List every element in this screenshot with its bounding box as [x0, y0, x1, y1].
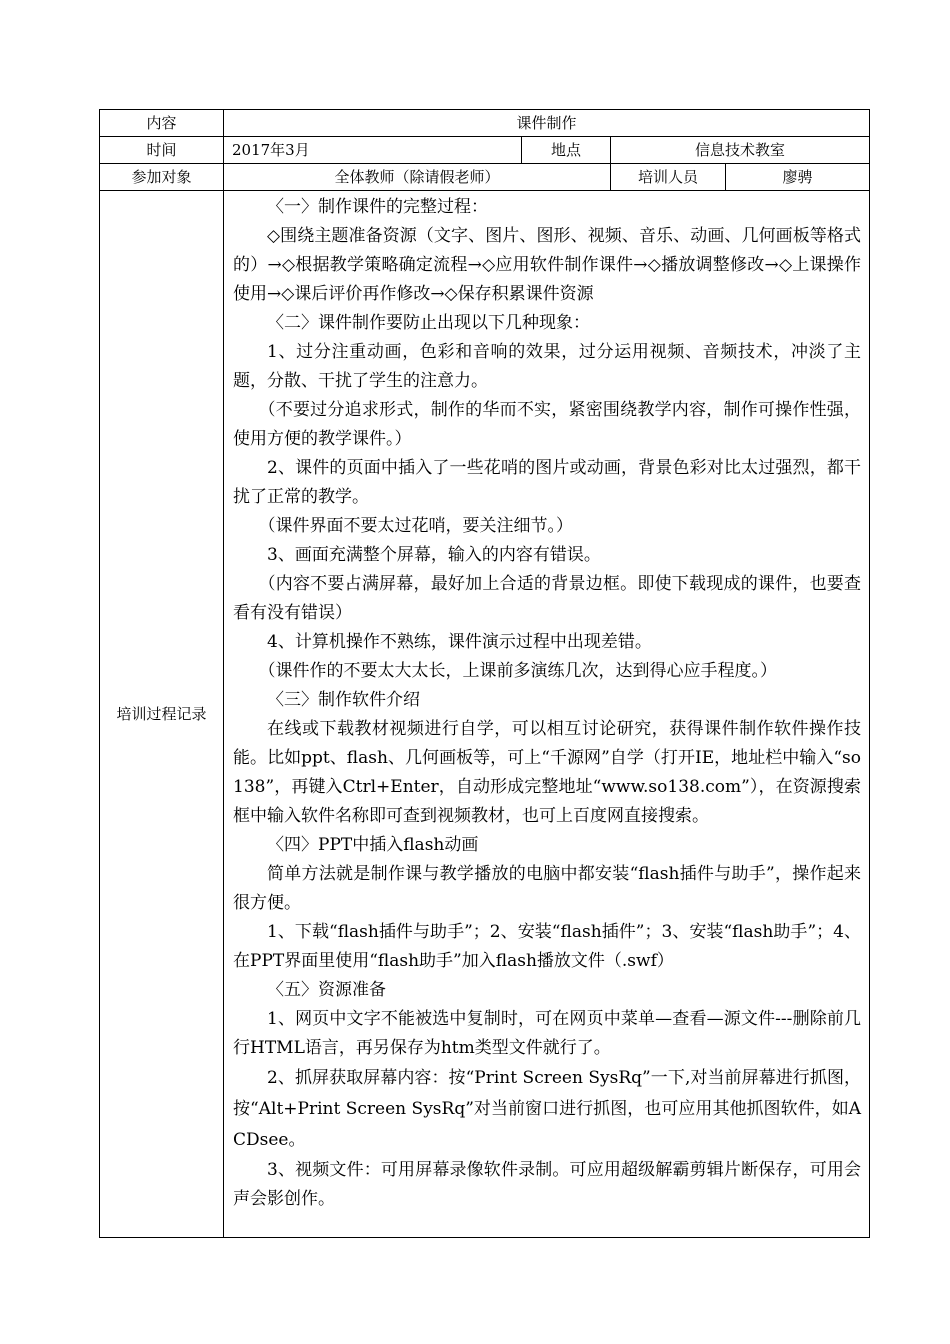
section-5-heading: 〈五〉资源准备	[267, 980, 386, 1000]
section-2-note-2: （课件界面不要太过花哨，要关注细节。）	[258, 516, 573, 536]
participants-row	[100, 164, 870, 191]
trainer-value: 廖骋	[726, 164, 870, 191]
participants-value: 全体教师（除请假老师）	[224, 164, 611, 191]
time-row	[100, 137, 870, 164]
trainer-label: 培训人员	[611, 164, 726, 191]
section-5-item-2: 2、抓屏获取屏幕内容：按“Print Screen SysRq”一下,对当前屏幕进行抓图，按“Alt+Print Screen SysRq”对当前窗口进行抓图，也可应用其他抓图软件，如ACDsee。	[233, 1068, 862, 1150]
time-value: 2017年3月	[224, 137, 522, 164]
section-2-note-1: （不要过分追求形式，制作的华而不实，紧密围绕教学内容，制作可操作性强，使用方便的教学课件。）	[233, 400, 862, 449]
record-label: 培训过程记录	[100, 191, 224, 1238]
section-3-heading: 〈三〉制作软件介绍	[267, 690, 420, 710]
section-2-note-4: （课件作的不要太大太长，上课前多演练几次，达到得心应手程度。）	[258, 661, 777, 681]
section-3-paragraph: 在线或下载教材视频进行自学，可以相互讨论研究，获得课件制作软件操作技能。比如ppt、flash、几何画板等，可上“千源网”自学（打开IE，地址栏中输入“so138”，再键入Ctrl+Enter，自动形成完整地址“www.so138.com”），在资源搜索框中输入软件名称即可查到视频教材，也可上百度网直接搜索。	[233, 719, 862, 826]
content-row	[100, 110, 870, 137]
place-value: 信息技术教室	[611, 137, 870, 164]
content-value: 课件制作	[224, 110, 870, 137]
participants-label: 参加对象	[100, 164, 224, 191]
time-label: 时间	[100, 137, 224, 164]
training-record-table	[99, 109, 870, 1238]
section-5-item-1: 1、网页中文字不能被选中复制时，可在网页中菜单—查看—源文件---删除前几行HTML语言，再另保存为htm类型文件就行了。	[233, 1009, 862, 1058]
section-1-heading: 〈一〉制作课件的完整过程：	[267, 197, 488, 217]
section-4-heading: 〈四〉PPT中插入flash动画	[267, 835, 479, 855]
record-text	[233, 193, 861, 1214]
record-body	[224, 191, 870, 1238]
section-1-paragraph: ◇围绕主题准备资源（文字、图片、图形、视频、音乐、动画、几何画板等格式的）→◇根据教学策略确定流程→◇应用软件制作课件→◇播放调整修改→◇上课操作使用→◇课后评价再作修改→◇保存积累课件资源	[233, 226, 862, 304]
section-2-note-3: （内容不要占满屏幕，最好加上合适的背景边框。即使下载现成的课件，也要查看有没有错误）	[233, 574, 862, 623]
section-2-heading: 〈二〉课件制作要防止出现以下几种现象：	[267, 313, 590, 333]
section-2-item-1: 1、过分注重动画，色彩和音响的效果，过分运用视频、音频技术，冲淡了主题，分散、干扰了学生的注意力。	[233, 342, 862, 391]
section-2-item-2: 2、课件的页面中插入了一些花哨的图片或动画，背景色彩对比太过强烈，都干扰了正常的教学。	[233, 458, 862, 507]
section-2-item-4: 4、计算机操作不熟练，课件演示过程中出现差错。	[267, 632, 652, 652]
section-2-item-3: 3、画面充满整个屏幕，输入的内容有错误。	[267, 545, 601, 565]
section-5-item-3: 3、视频文件：可用屏幕录像软件录制。可应用超级解霸剪辑片断保存，可用会声会影创作。	[233, 1160, 862, 1209]
record-row	[100, 191, 870, 1238]
place-label: 地点	[522, 137, 611, 164]
section-4-paragraph: 简单方法就是制作课与教学播放的电脑中都安装“flash插件与助手”，操作起来很方便。	[233, 864, 862, 913]
content-label: 内容	[100, 110, 224, 137]
section-4-steps: 1、下载“flash插件与助手”；2、安装“flash插件”；3、安装“flash助手”；4、在PPT界面里使用“flash助手”加入flash播放文件（.swf）	[233, 922, 862, 971]
